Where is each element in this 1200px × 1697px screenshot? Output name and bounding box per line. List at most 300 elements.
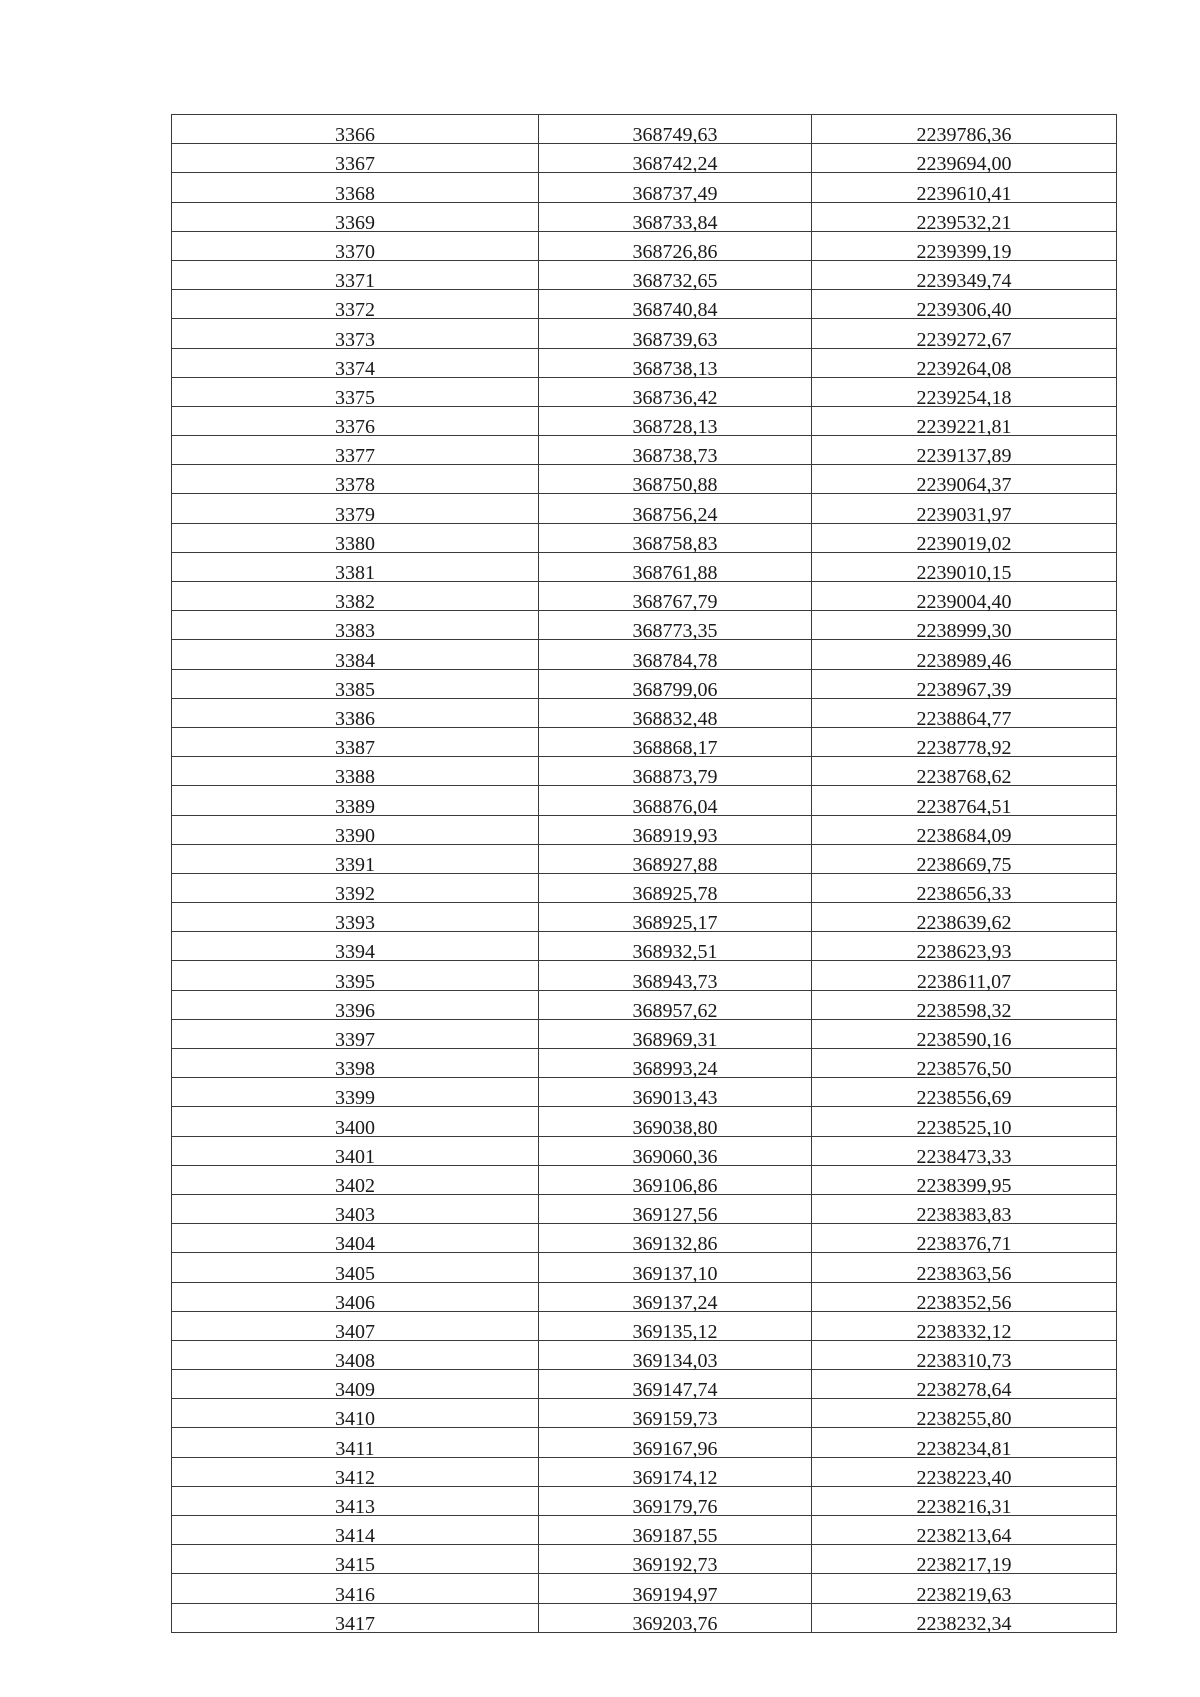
y-coordinate-text: 2239610,41	[916, 182, 1012, 205]
point-number-cell	[172, 1574, 539, 1606]
x-coordinate-text: 368749,63	[632, 124, 718, 147]
table-row	[172, 348, 1117, 377]
x-coordinate-cell	[539, 990, 812, 1022]
x-coordinate-cell	[539, 815, 812, 847]
table-row	[172, 1457, 1117, 1486]
table-row	[172, 1428, 1117, 1457]
y-coordinate-text: 2239064,37	[916, 474, 1012, 497]
y-coordinate-text: 2238999,30	[916, 620, 1012, 643]
coordinates-table-body	[172, 115, 1117, 1633]
y-coordinate-text: 2239254,18	[916, 386, 1012, 409]
point-number-text: 3413	[335, 1496, 375, 1518]
x-coordinate-text: 368738,13	[632, 357, 718, 380]
table-row	[172, 1224, 1117, 1253]
point-number-cell	[172, 1165, 539, 1197]
x-coordinate-cell	[539, 552, 812, 584]
y-coordinate-text: 2238768,62	[916, 766, 1012, 789]
y-coordinate-text: 2238778,92	[916, 737, 1012, 760]
point-number-text: 3379	[335, 503, 375, 526]
table-row	[172, 202, 1117, 231]
x-coordinate-text: 368740,84	[632, 299, 718, 322]
x-coordinate-text: 368784,78	[632, 649, 718, 672]
point-number-text: 3396	[335, 999, 375, 1022]
x-coordinate-text: 368832,48	[632, 707, 718, 730]
x-coordinate-cell	[539, 1049, 812, 1081]
table-row	[172, 1194, 1117, 1223]
x-coordinate-text: 368767,79	[632, 591, 718, 614]
table-row	[172, 1340, 1117, 1369]
x-coordinate-cell	[539, 1516, 812, 1548]
y-coordinate-text: 2238864,77	[916, 707, 1012, 730]
y-coordinate-text: 2238332,12	[916, 1320, 1012, 1343]
point-number-text: 3383	[335, 620, 375, 643]
y-coordinate-cell	[812, 698, 1117, 730]
point-number-cell	[172, 1078, 539, 1110]
table-row	[172, 494, 1117, 523]
y-coordinate-text: 2239031,97	[916, 503, 1012, 526]
x-coordinate-text: 368758,83	[632, 532, 718, 555]
y-coordinate-text: 2238363,56	[916, 1262, 1012, 1285]
x-coordinate-cell	[539, 727, 812, 760]
y-coordinate-cell	[812, 611, 1117, 643]
point-number-cell	[172, 757, 539, 789]
point-number-cell	[172, 932, 539, 964]
x-coordinate-text: 368873,79	[632, 766, 718, 789]
point-number-cell	[172, 1545, 539, 1577]
y-coordinate-cell	[812, 1165, 1117, 1197]
x-coordinate-text: 369013,43	[632, 1087, 718, 1110]
x-coordinate-text: 368957,62	[632, 999, 718, 1022]
point-number-cell	[172, 1516, 539, 1548]
point-number-text: 3400	[335, 1116, 375, 1139]
y-coordinate-text: 2238967,39	[916, 678, 1012, 701]
point-number-text: 3412	[335, 1466, 375, 1489]
x-coordinate-cell	[539, 1457, 812, 1489]
y-coordinate-cell	[812, 1340, 1117, 1373]
y-coordinate-cell	[812, 1399, 1117, 1431]
point-number-cell	[172, 436, 539, 468]
y-coordinate-cell	[812, 202, 1117, 234]
y-coordinate-cell	[812, 465, 1117, 497]
table-row	[172, 115, 1117, 144]
x-coordinate-text: 369060,36	[632, 1145, 718, 1168]
point-number-text: 3415	[335, 1554, 375, 1577]
point-number-text: 3399	[335, 1087, 375, 1110]
y-coordinate-text: 2238669,75	[916, 853, 1012, 876]
point-number-cell	[172, 786, 539, 818]
point-number-text: 3384	[335, 649, 375, 672]
y-coordinate-text: 2238576,50	[916, 1058, 1012, 1081]
table-row	[172, 1370, 1117, 1399]
x-coordinate-cell	[539, 757, 812, 789]
x-coordinate-text: 368932,51	[632, 941, 718, 964]
x-coordinate-text: 369167,96	[632, 1437, 718, 1460]
point-number-text: 3388	[335, 766, 375, 789]
point-number-cell	[172, 494, 539, 526]
point-number-cell	[172, 1194, 539, 1227]
point-number-text: 3372	[335, 299, 375, 322]
y-coordinate-cell	[812, 552, 1117, 584]
table-row	[172, 144, 1117, 173]
table-row	[172, 319, 1117, 348]
x-coordinate-text: 368742,24	[632, 153, 718, 176]
y-coordinate-cell	[812, 436, 1117, 468]
point-number-text: 3390	[335, 824, 375, 847]
point-number-text: 3382	[335, 591, 375, 614]
table-row	[172, 465, 1117, 494]
point-number-cell	[172, 1340, 539, 1373]
y-coordinate-cell	[812, 903, 1117, 935]
point-number-text: 3410	[335, 1408, 375, 1431]
x-coordinate-text: 368943,73	[632, 970, 718, 993]
x-coordinate-text: 368761,88	[632, 562, 718, 584]
x-coordinate-text: 368993,24	[632, 1058, 718, 1081]
x-coordinate-text: 368728,13	[632, 416, 718, 439]
x-coordinate-text: 368733,84	[632, 211, 718, 234]
y-coordinate-text: 2238684,09	[916, 824, 1012, 847]
point-number-text: 3404	[335, 1233, 375, 1256]
y-coordinate-text: 2238590,16	[916, 1029, 1012, 1051]
y-coordinate-cell	[812, 990, 1117, 1022]
x-coordinate-text: 368876,04	[632, 795, 718, 818]
point-number-cell	[172, 1486, 539, 1518]
x-coordinate-cell	[539, 1078, 812, 1110]
y-coordinate-text: 2238989,46	[916, 649, 1012, 672]
point-number-cell	[172, 202, 539, 234]
table-row	[172, 1136, 1117, 1165]
y-coordinate-text: 2238639,62	[916, 912, 1012, 935]
x-coordinate-cell	[539, 1545, 812, 1577]
table-row	[172, 990, 1117, 1019]
y-coordinate-cell	[812, 757, 1117, 789]
y-coordinate-cell	[812, 377, 1117, 409]
y-coordinate-text: 2238216,31	[916, 1496, 1012, 1518]
x-coordinate-cell	[539, 115, 812, 147]
x-coordinate-text: 369137,24	[632, 1291, 718, 1314]
point-number-cell	[172, 727, 539, 760]
y-coordinate-cell	[812, 1457, 1117, 1489]
y-coordinate-cell	[812, 115, 1117, 147]
x-coordinate-text: 369106,86	[632, 1174, 718, 1197]
point-number-text: 3402	[335, 1174, 375, 1197]
point-number-text: 3378	[335, 474, 375, 497]
x-coordinate-text: 369147,74	[632, 1379, 718, 1402]
y-coordinate-text: 2239221,81	[916, 416, 1012, 439]
x-coordinate-text: 368868,17	[632, 737, 718, 760]
table-row	[172, 173, 1117, 202]
x-coordinate-cell	[539, 436, 812, 468]
y-coordinate-cell	[812, 1107, 1117, 1139]
y-coordinate-cell	[812, 727, 1117, 760]
y-coordinate-text: 2238278,64	[916, 1379, 1012, 1402]
x-coordinate-text: 369174,12	[632, 1466, 718, 1489]
x-coordinate-text: 368925,17	[632, 912, 718, 935]
x-coordinate-cell	[539, 290, 812, 322]
y-coordinate-cell	[812, 669, 1117, 701]
point-number-text: 3406	[335, 1291, 375, 1314]
point-number-text: 3392	[335, 883, 375, 906]
point-number-cell	[172, 582, 539, 614]
y-coordinate-text: 2238217,19	[916, 1554, 1012, 1577]
x-coordinate-cell	[539, 1370, 812, 1402]
y-coordinate-cell	[812, 1311, 1117, 1343]
y-coordinate-cell	[812, 1136, 1117, 1168]
point-number-cell	[172, 1370, 539, 1402]
x-coordinate-text: 368726,86	[632, 240, 718, 263]
point-number-cell	[172, 873, 539, 906]
point-number-cell	[172, 1019, 539, 1051]
x-coordinate-cell	[539, 1340, 812, 1373]
y-coordinate-cell	[812, 1574, 1117, 1606]
point-number-cell	[172, 1399, 539, 1431]
table-row	[172, 290, 1117, 319]
y-coordinate-text: 2238223,40	[916, 1466, 1012, 1489]
point-number-cell	[172, 260, 539, 293]
y-coordinate-text: 2238213,64	[916, 1525, 1012, 1548]
y-coordinate-text: 2239306,40	[916, 299, 1012, 322]
x-coordinate-cell	[539, 202, 812, 234]
point-number-cell	[172, 1311, 539, 1343]
point-number-text: 3370	[335, 240, 375, 263]
y-coordinate-cell	[812, 1428, 1117, 1460]
table-row	[172, 815, 1117, 844]
point-number-cell	[172, 115, 539, 147]
point-number-cell	[172, 1253, 539, 1285]
y-coordinate-cell	[812, 231, 1117, 263]
x-coordinate-cell	[539, 348, 812, 380]
x-coordinate-text: 369137,10	[632, 1262, 718, 1285]
table-row	[172, 377, 1117, 406]
x-coordinate-cell	[539, 1574, 812, 1606]
x-coordinate-cell	[539, 144, 812, 176]
point-number-text: 3367	[335, 153, 375, 176]
table-row	[172, 523, 1117, 552]
y-coordinate-text: 2238219,63	[916, 1583, 1012, 1606]
y-coordinate-cell	[812, 260, 1117, 293]
point-number-cell	[172, 698, 539, 730]
x-coordinate-cell	[539, 1165, 812, 1197]
point-number-text: 3380	[335, 532, 375, 555]
point-number-cell	[172, 1107, 539, 1139]
table-row	[172, 786, 1117, 815]
x-coordinate-text: 369187,55	[632, 1525, 718, 1548]
y-coordinate-text: 2238232,34	[916, 1612, 1012, 1635]
x-coordinate-cell	[539, 1486, 812, 1518]
x-coordinate-text: 369203,76	[632, 1612, 718, 1635]
x-coordinate-cell	[539, 465, 812, 497]
point-number-cell	[172, 1136, 539, 1168]
x-coordinate-cell	[539, 1399, 812, 1431]
point-number-text: 3374	[335, 357, 375, 380]
point-number-cell	[172, 465, 539, 497]
point-number-text: 3391	[335, 853, 375, 876]
table-row	[172, 1165, 1117, 1194]
y-coordinate-text: 2239399,19	[916, 240, 1012, 263]
x-coordinate-cell	[539, 582, 812, 614]
point-number-text: 3371	[335, 270, 375, 293]
point-number-cell	[172, 173, 539, 205]
y-coordinate-cell	[812, 523, 1117, 555]
y-coordinate-text: 2238234,81	[916, 1437, 1012, 1460]
y-coordinate-text: 2239349,74	[916, 270, 1012, 293]
point-number-text: 3407	[335, 1320, 375, 1343]
y-coordinate-cell	[812, 1049, 1117, 1081]
x-coordinate-text: 368927,88	[632, 853, 718, 876]
x-coordinate-text: 368756,24	[632, 503, 718, 526]
point-number-text: 3416	[335, 1583, 375, 1606]
point-number-text: 3373	[335, 328, 375, 351]
y-coordinate-cell	[812, 640, 1117, 672]
y-coordinate-text: 2239004,40	[916, 591, 1012, 614]
y-coordinate-cell	[812, 1516, 1117, 1548]
y-coordinate-cell	[812, 1194, 1117, 1227]
x-coordinate-text: 369194,97	[632, 1583, 718, 1606]
table-row	[172, 436, 1117, 465]
table-row	[172, 1486, 1117, 1515]
point-number-text: 3403	[335, 1204, 375, 1227]
y-coordinate-text: 2239694,00	[916, 153, 1012, 176]
x-coordinate-cell	[539, 669, 812, 701]
point-number-cell	[172, 1428, 539, 1460]
y-coordinate-text: 2238764,51	[916, 795, 1012, 818]
x-coordinate-cell	[539, 640, 812, 672]
table-row	[172, 1078, 1117, 1107]
y-coordinate-text: 2239019,02	[916, 532, 1012, 555]
y-coordinate-cell	[812, 1486, 1117, 1518]
y-coordinate-text: 2239272,67	[916, 328, 1012, 351]
x-coordinate-text: 369159,73	[632, 1408, 718, 1431]
table-row	[172, 1311, 1117, 1340]
y-coordinate-text: 2238611,07	[916, 970, 1012, 993]
x-coordinate-cell	[539, 1019, 812, 1051]
x-coordinate-text: 369127,56	[632, 1204, 718, 1227]
x-coordinate-cell	[539, 494, 812, 526]
table-row	[172, 1603, 1117, 1632]
table-row	[172, 552, 1117, 581]
table-row	[172, 903, 1117, 932]
point-number-cell	[172, 1457, 539, 1489]
x-coordinate-text: 368739,63	[632, 328, 718, 351]
table-row	[172, 260, 1117, 289]
y-coordinate-text: 2238255,80	[916, 1408, 1012, 1431]
table-row	[172, 1049, 1117, 1078]
point-number-cell	[172, 523, 539, 555]
x-coordinate-cell	[539, 1311, 812, 1343]
y-coordinate-text: 2239264,08	[916, 357, 1012, 380]
point-number-cell	[172, 669, 539, 701]
point-number-cell	[172, 611, 539, 643]
point-number-cell	[172, 144, 539, 176]
y-coordinate-cell	[812, 844, 1117, 876]
x-coordinate-text: 368919,93	[632, 824, 718, 847]
point-number-cell	[172, 1282, 539, 1314]
x-coordinate-cell	[539, 903, 812, 935]
point-number-cell	[172, 406, 539, 439]
y-coordinate-text: 2238598,32	[916, 999, 1012, 1022]
point-number-text: 3369	[335, 211, 375, 234]
table-row	[172, 727, 1117, 756]
table-row	[172, 757, 1117, 786]
table-row	[172, 1107, 1117, 1136]
point-number-cell	[172, 844, 539, 876]
point-number-text: 3414	[335, 1525, 375, 1548]
y-coordinate-cell	[812, 1282, 1117, 1314]
y-coordinate-cell	[812, 290, 1117, 322]
point-number-cell	[172, 231, 539, 263]
x-coordinate-text: 369132,86	[632, 1233, 718, 1256]
table-row	[172, 1516, 1117, 1545]
x-coordinate-text: 368737,49	[632, 182, 718, 205]
x-coordinate-cell	[539, 1224, 812, 1256]
point-number-cell	[172, 640, 539, 672]
x-coordinate-text: 369134,03	[632, 1350, 718, 1373]
x-coordinate-cell	[539, 406, 812, 439]
y-coordinate-text: 2238310,73	[916, 1350, 1012, 1373]
y-coordinate-cell	[812, 144, 1117, 176]
point-number-cell	[172, 990, 539, 1022]
coordinates-table	[171, 114, 1117, 1633]
point-number-text: 3385	[335, 678, 375, 701]
y-coordinate-cell	[812, 1019, 1117, 1051]
table-row	[172, 698, 1117, 727]
x-coordinate-text: 368969,31	[632, 1029, 718, 1051]
y-coordinate-cell	[812, 1078, 1117, 1110]
table-row	[172, 961, 1117, 990]
table-row	[172, 406, 1117, 435]
table-row	[172, 1019, 1117, 1048]
table-row	[172, 582, 1117, 611]
y-coordinate-text: 2238473,33	[916, 1145, 1012, 1168]
x-coordinate-cell	[539, 1136, 812, 1168]
y-coordinate-cell	[812, 319, 1117, 351]
table-row	[172, 231, 1117, 260]
x-coordinate-cell	[539, 377, 812, 409]
point-number-text: 3386	[335, 707, 375, 730]
table-row	[172, 932, 1117, 961]
point-number-cell	[172, 961, 539, 993]
y-coordinate-cell	[812, 961, 1117, 993]
x-coordinate-cell	[539, 1194, 812, 1227]
point-number-text: 3411	[335, 1437, 375, 1460]
table-row	[172, 1399, 1117, 1428]
x-coordinate-cell	[539, 932, 812, 964]
x-coordinate-cell	[539, 698, 812, 730]
point-number-text: 3375	[335, 386, 375, 409]
y-coordinate-text: 2239532,21	[916, 211, 1012, 234]
table-row	[172, 873, 1117, 902]
table-row	[172, 1253, 1117, 1282]
y-coordinate-text: 2238656,33	[916, 883, 1012, 906]
x-coordinate-cell	[539, 319, 812, 351]
y-coordinate-text: 2239786,36	[916, 124, 1012, 147]
point-number-text: 3395	[335, 970, 375, 993]
y-coordinate-text: 2238556,69	[916, 1087, 1012, 1110]
y-coordinate-cell	[812, 1603, 1117, 1635]
x-coordinate-text: 369135,12	[632, 1320, 718, 1343]
table-row	[172, 1574, 1117, 1603]
x-coordinate-text: 368738,73	[632, 445, 718, 468]
table-row	[172, 611, 1117, 640]
x-coordinate-text: 368799,06	[632, 678, 718, 701]
x-coordinate-cell	[539, 1603, 812, 1635]
point-number-text: 3401	[335, 1145, 375, 1168]
point-number-cell	[172, 815, 539, 847]
x-coordinate-cell	[539, 611, 812, 643]
point-number-cell	[172, 903, 539, 935]
point-number-cell	[172, 552, 539, 584]
x-coordinate-text: 369192,73	[632, 1554, 718, 1577]
y-coordinate-text: 2239137,89	[916, 445, 1012, 468]
